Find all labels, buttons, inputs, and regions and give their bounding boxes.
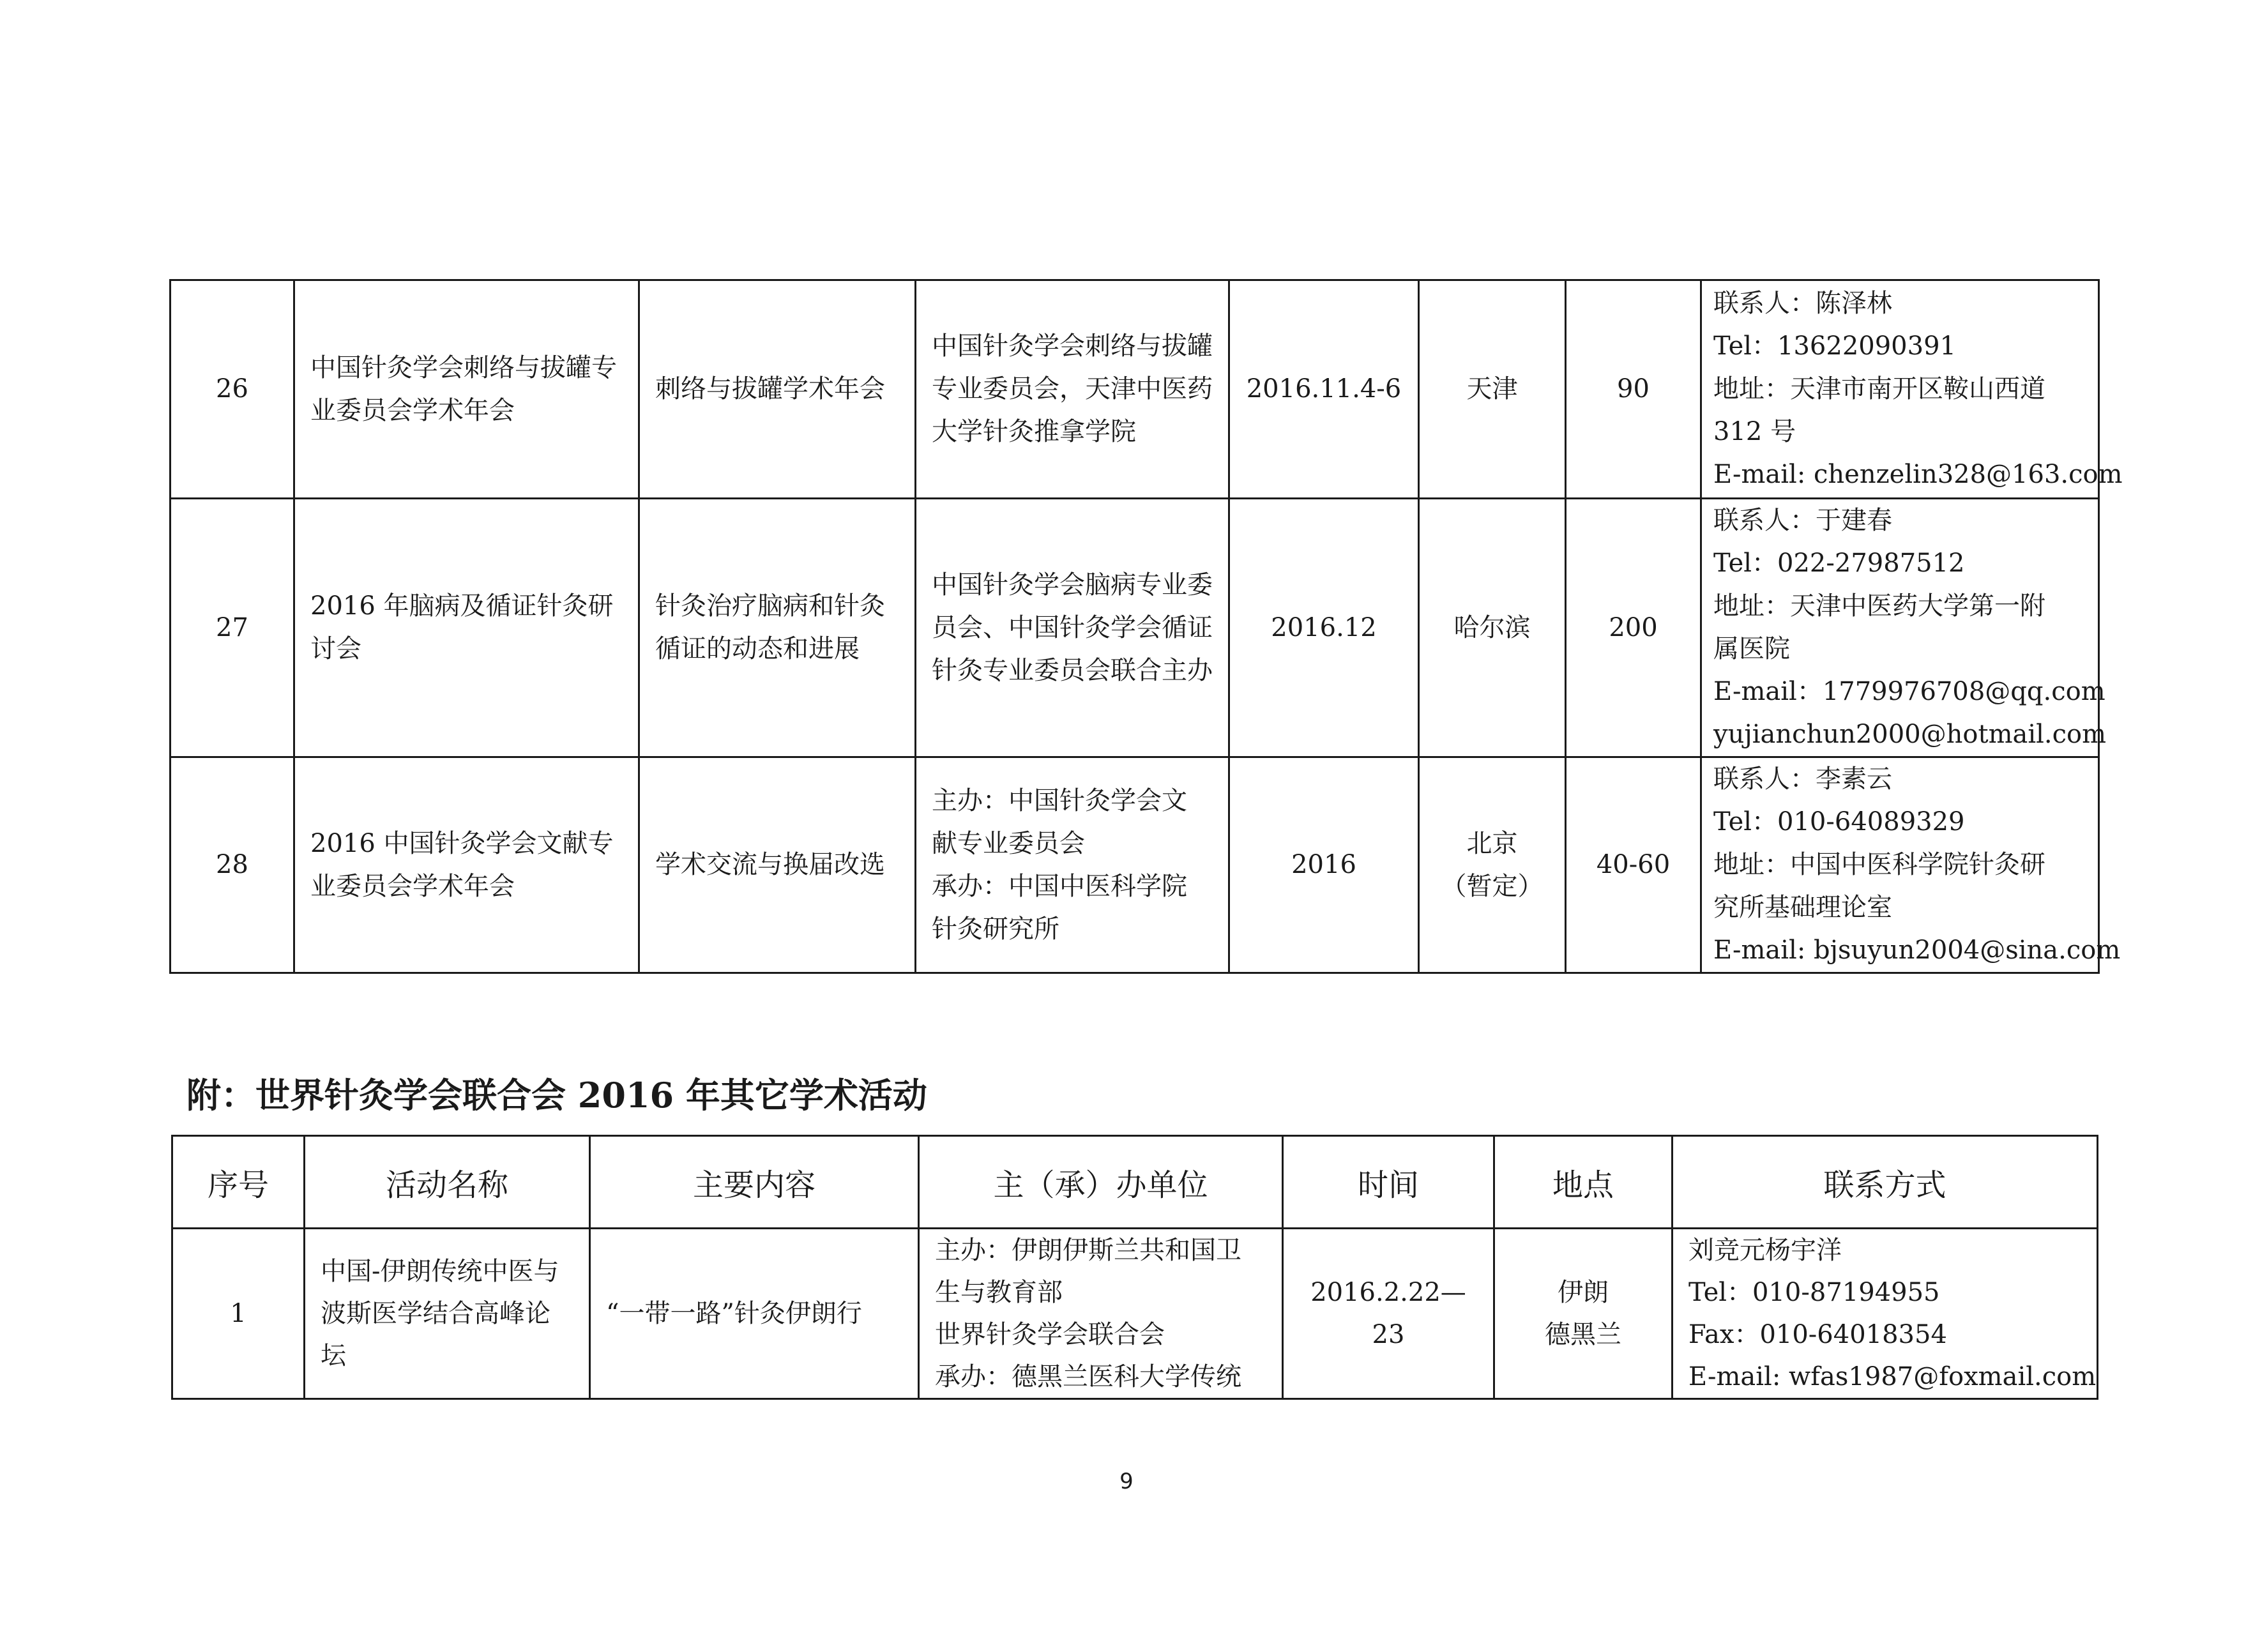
contact-line: 联系人：于建春: [1713, 506, 1892, 535]
organizer-line: 针灸研究所: [932, 914, 1059, 944]
event-time: 2016.12: [1229, 499, 1419, 757]
event-time: 2016.11.4-6: [1229, 280, 1419, 499]
contact-line: E-mail：1779976708@qq.com: [1713, 677, 2105, 706]
main-content: 针灸治疗脑病和针灸循证的动态和进展: [639, 499, 916, 757]
header-time: 时间: [1283, 1136, 1494, 1229]
main-content: 刺络与拔罐学术年会: [639, 280, 916, 499]
event-time: 2016.2.22—23: [1283, 1229, 1494, 1399]
location-line: 北京: [1466, 828, 1518, 858]
header-organizer: 主（承）办单位: [919, 1136, 1283, 1229]
activity-name: 中国针灸学会刺络与拔罐专业委员会学术年会: [294, 280, 639, 499]
activity-name: 中国-伊朗传统中医与波斯医学结合高峰论坛: [305, 1229, 590, 1399]
organizer: [919, 1229, 1283, 1399]
main-content: “一带一路”针灸伊朗行: [590, 1229, 919, 1399]
header-location: 地点: [1494, 1136, 1673, 1229]
contact-info: [1673, 1229, 2098, 1399]
row-number: 27: [171, 499, 294, 757]
appendix-table: [171, 1135, 2098, 1400]
main-content: 学术交流与换届改选: [639, 757, 916, 973]
contact-line: E-mail: bjsuyun2004@sina.com: [1713, 936, 2121, 965]
header-content: 主要内容: [590, 1136, 919, 1229]
organizer-line: 主办：伊朗伊斯兰共和国卫: [935, 1236, 1241, 1265]
organizer-line: 生与教育部: [935, 1278, 1063, 1307]
organizer: 中国针灸学会脑病专业委员会、中国针灸学会循证针灸专业委员会联合主办: [916, 499, 1229, 757]
header-contact: 联系方式: [1673, 1136, 2098, 1229]
attendee-count: 40-60: [1566, 757, 1701, 973]
event-location: [1419, 757, 1566, 973]
table-row: [172, 1229, 2098, 1399]
event-time: 2016: [1229, 757, 1419, 973]
header-no: 序号: [172, 1136, 305, 1229]
location-line: （暂定）: [1441, 871, 1544, 901]
activity-name: 2016 年脑病及循证针灸研讨会: [294, 499, 639, 757]
organizer: 中国针灸学会刺络与拔罐专业委员会，天津中医药大学针灸推拿学院: [916, 280, 1229, 499]
table-row: [171, 280, 2099, 499]
contact-line: 地址：天津中医药大学第一附: [1713, 591, 2045, 621]
location-line: 德黑兰: [1545, 1320, 1621, 1349]
header-name: 活动名称: [305, 1136, 590, 1229]
attendee-count: 90: [1566, 280, 1701, 499]
page-number: 9: [1119, 1469, 1134, 1494]
organizer-line: 世界针灸学会联合会: [935, 1320, 1165, 1349]
contact-line: Tel：010-87194955: [1688, 1278, 1940, 1307]
contact-line: 属医院: [1713, 634, 1790, 663]
contact-line: Tel：13622090391: [1713, 331, 1956, 361]
contact-line: Tel：022-27987512: [1713, 549, 1965, 578]
appendix-heading: 附：世界针灸学会联合会 2016 年其它学术活动: [186, 1075, 927, 1116]
schedule-table: [169, 279, 2123, 974]
contact-line: 联系人：陈泽林: [1713, 289, 1892, 318]
contact-line: 联系人：李素云: [1713, 764, 1892, 794]
row-number: 1: [172, 1229, 305, 1399]
contact-line: 刘竞元杨宇洋: [1688, 1236, 1842, 1265]
row-number: 28: [171, 757, 294, 973]
event-location: 天津: [1419, 280, 1566, 499]
contact-line: Tel：010-64089329: [1713, 807, 1965, 837]
contact-line: 地址：中国中医科学院针灸研: [1713, 850, 2045, 879]
location-line: 伊朗: [1558, 1278, 1609, 1307]
contact-line: yujianchun2000@hotmail.com: [1713, 720, 2107, 749]
contact-line: Fax：010-64018354: [1688, 1320, 1947, 1349]
contact-line: E-mail: wfas1987@foxmail.com: [1688, 1362, 2097, 1391]
table-header-row: [172, 1136, 2098, 1229]
organizer-line: 献专业委员会: [932, 828, 1085, 858]
contact-line: E-mail: chenzelin328@163.com: [1713, 460, 2123, 489]
contact-info: [1701, 499, 2107, 757]
row-number: 26: [171, 280, 294, 499]
organizer: [916, 757, 1229, 973]
organizer-line: 承办：德黑兰医科大学传统: [935, 1362, 1241, 1391]
event-location: [1494, 1229, 1673, 1399]
activity-name: 2016 中国针灸学会文献专业委员会学术年会: [294, 757, 639, 973]
contact-line: 312 号: [1713, 417, 1796, 446]
contact-info: [1701, 280, 2123, 499]
event-location: 哈尔滨: [1419, 499, 1566, 757]
contact-info: [1701, 757, 2121, 973]
contact-line: 地址：天津市南开区鞍山西道: [1713, 374, 2045, 404]
attendee-count: 200: [1566, 499, 1701, 757]
table-row: [171, 757, 2099, 973]
table-row: [171, 499, 2099, 757]
organizer-line: 承办：中国中医科学院: [932, 871, 1187, 901]
organizer-line: 主办：中国针灸学会文: [932, 785, 1187, 815]
contact-line: 究所基础理论室: [1713, 893, 1892, 922]
